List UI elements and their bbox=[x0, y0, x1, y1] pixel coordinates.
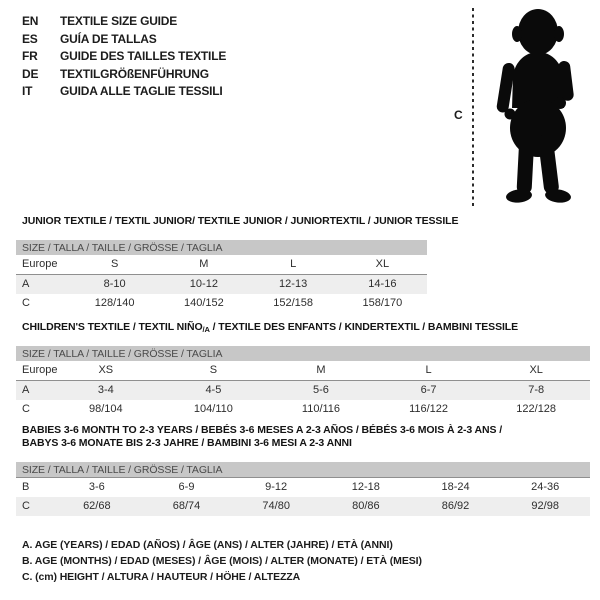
row-label: A bbox=[22, 384, 30, 396]
table-row bbox=[16, 294, 427, 313]
cell-value: 4-5 bbox=[205, 384, 222, 396]
cell-value: 6-7 bbox=[420, 384, 437, 396]
cell-value: 5-6 bbox=[313, 384, 329, 396]
height-measure-label: C bbox=[454, 108, 463, 122]
row-label: C bbox=[22, 297, 30, 309]
table-title-text: JUNIOR TEXTILE / TEXTIL JUNIOR/ TEXTILE JUNIOR / JUNIORTEXTIL / JUNIOR TESSILE bbox=[22, 215, 459, 227]
height-measure-dashed-line bbox=[472, 8, 474, 206]
size-header-bar: SIZE / TALLA / TAILLE / GRÖSSE / TAGLIA bbox=[16, 346, 590, 361]
language-row bbox=[22, 13, 226, 31]
cell-value: 3-6 bbox=[88, 481, 105, 493]
cell-value: 62/68 bbox=[83, 500, 111, 512]
legend-line: C. (cm) HEIGHT / ALTURA / HAUTEUR / HÖHE / ALTEZZA bbox=[22, 571, 301, 583]
table-title-text: BABYS 3-6 MONATE BIS 2-3 JAHRE / BAMBINI 3-6 MESI A 2-3 ANNI bbox=[22, 437, 352, 449]
table-title bbox=[16, 321, 590, 334]
row-label: Europe bbox=[22, 364, 58, 376]
size-header-bar: SIZE / TALLA / TAILLE / GRÖSSE / TAGLIA bbox=[16, 462, 590, 478]
cell-value: 12-13 bbox=[279, 278, 308, 290]
language-label: GUIDA ALLE TAGLIE TESSILI bbox=[60, 84, 223, 98]
language-row bbox=[22, 31, 226, 49]
row-label: Europe bbox=[22, 258, 58, 270]
cell-value: S bbox=[110, 258, 119, 270]
language-label: GUIDE DES TAILLES TEXTILE bbox=[60, 49, 227, 63]
language-code: IT bbox=[22, 84, 33, 98]
cell-value: 92/98 bbox=[531, 500, 559, 512]
cell-value: 8-10 bbox=[103, 278, 126, 290]
table-title-text: CHILDREN'S TEXTILE / TEXTIL NIÑO bbox=[22, 321, 203, 333]
legend bbox=[22, 537, 422, 585]
cell-value: 24-36 bbox=[531, 481, 560, 493]
language-code: ES bbox=[22, 31, 38, 46]
cell-value: 7-8 bbox=[528, 384, 545, 396]
table-title-line bbox=[22, 424, 590, 437]
table-title bbox=[16, 424, 590, 450]
language-label: GUÍA DE TALLAS bbox=[60, 31, 157, 46]
language-row bbox=[22, 83, 226, 101]
legend-line: B. AGE (MONTHS) / EDAD (MESES) / ÂGE (MOIS) / ALTER (MONATE) / ETÀ (MESI) bbox=[22, 555, 422, 567]
table-title bbox=[16, 215, 459, 228]
cell-value: 152/158 bbox=[273, 297, 313, 309]
cell-value: 122/128 bbox=[516, 403, 557, 415]
cell-value: 14-16 bbox=[368, 278, 397, 290]
cell-value: 140/152 bbox=[183, 297, 224, 309]
row-label: C bbox=[22, 403, 30, 415]
language-code: DE bbox=[22, 66, 39, 81]
size-table-section-0 bbox=[16, 215, 459, 313]
table-row bbox=[16, 275, 427, 294]
table-title-line bbox=[22, 321, 590, 334]
cell-value: 86/92 bbox=[441, 500, 470, 512]
table-title-text: / TEXTILE DES ENFANTS / KINDERTEXTIL / BAMBINI TESSILE bbox=[209, 321, 519, 333]
size-table-section-1 bbox=[16, 321, 590, 419]
table-title-text: BABIES 3-6 MONTH TO 2-3 YEARS / BEBÉS 3-6 MESES A 2-3 AÑOS / BÉBÉS 3-6 MOIS À 2-3 ANS / bbox=[22, 424, 503, 436]
cell-value: 128/140 bbox=[94, 297, 135, 309]
table-row bbox=[16, 400, 590, 419]
cell-value: 18-24 bbox=[441, 481, 470, 493]
cell-value: 9-12 bbox=[265, 481, 288, 493]
table-row bbox=[16, 361, 590, 381]
language-row bbox=[22, 48, 226, 66]
cell-value: 74/80 bbox=[262, 500, 290, 512]
cell-value: XL bbox=[529, 364, 543, 376]
row-label: C bbox=[22, 500, 30, 512]
cell-value: M bbox=[199, 258, 209, 270]
table-row bbox=[16, 381, 590, 400]
table-row bbox=[16, 478, 590, 497]
cell-value: L bbox=[425, 364, 432, 376]
cell-value: 68/74 bbox=[172, 500, 201, 512]
language-label: TEXTILE SIZE GUIDE bbox=[60, 14, 178, 28]
size-table bbox=[16, 240, 427, 313]
cell-value: 12-18 bbox=[351, 481, 380, 493]
table-row bbox=[16, 255, 427, 275]
table-title-line bbox=[22, 215, 459, 228]
language-code: EN bbox=[22, 14, 39, 28]
cell-value: 158/170 bbox=[362, 297, 403, 309]
cell-value: 110/116 bbox=[301, 403, 341, 415]
size-table-section-2 bbox=[16, 424, 590, 516]
cell-value: 104/110 bbox=[193, 403, 233, 415]
language-list bbox=[22, 13, 226, 101]
cell-value: M bbox=[316, 364, 326, 376]
language-label: TEXTILGRÖßENFÜHRUNG bbox=[60, 66, 209, 81]
baby-silhouette-image bbox=[486, 6, 586, 208]
cell-value: 116/122 bbox=[409, 403, 449, 415]
table-row bbox=[16, 497, 590, 516]
size-table bbox=[16, 462, 590, 516]
cell-value: 6-9 bbox=[178, 481, 195, 493]
cell-value: XS bbox=[98, 364, 114, 376]
size-header-bar: SIZE / TALLA / TAILLE / GRÖSSE / TAGLIA bbox=[16, 240, 427, 255]
language-code: FR bbox=[22, 49, 38, 63]
cell-value: XL bbox=[375, 258, 390, 270]
language-row bbox=[22, 66, 226, 84]
cell-value: S bbox=[209, 364, 218, 376]
table-title-text: /A bbox=[202, 325, 210, 334]
table-title-line bbox=[22, 437, 590, 450]
row-label: B bbox=[22, 481, 30, 493]
cell-value: 10-12 bbox=[189, 278, 218, 290]
size-table bbox=[16, 346, 590, 419]
legend-line: A. AGE (YEARS) / EDAD (AÑOS) / ÂGE (ANS) / ALTER (JAHRE) / ETÀ (ANNI) bbox=[22, 539, 393, 551]
row-label: A bbox=[22, 278, 30, 290]
cell-value: L bbox=[290, 258, 297, 270]
cell-value: 3-4 bbox=[97, 384, 114, 396]
cell-value: 98/104 bbox=[88, 403, 123, 415]
cell-value: 80/86 bbox=[352, 500, 380, 512]
